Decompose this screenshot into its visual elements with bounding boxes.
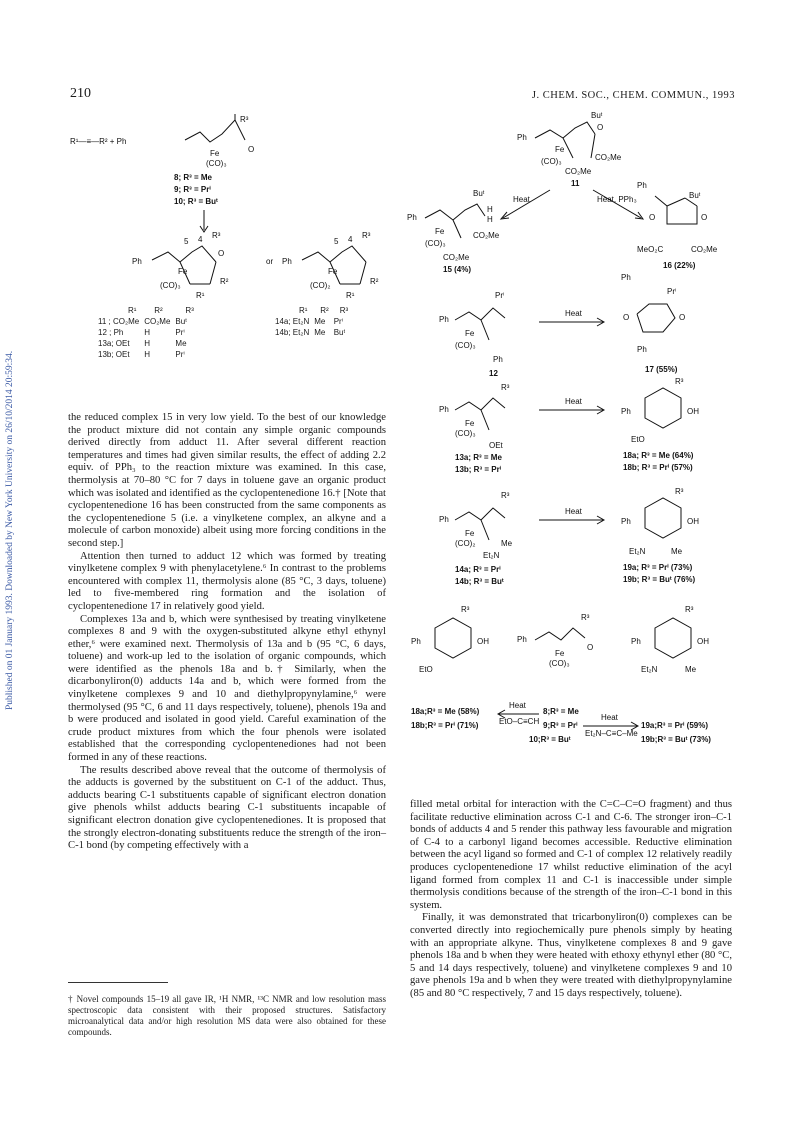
svg-text:13b; R³ = Prⁱ: 13b; R³ = Prⁱ	[455, 465, 502, 474]
svg-text:Ph: Ph	[407, 213, 417, 222]
svg-text:Ph: Ph	[631, 637, 641, 646]
label-11: 11	[571, 179, 580, 188]
svg-text:R²: R²	[220, 277, 229, 286]
svg-text:5: 5	[334, 237, 339, 246]
svg-text:CO₂Me: CO₂Me	[565, 167, 592, 176]
svg-text:O: O	[597, 123, 604, 132]
svg-text:Buᵗ: Buᵗ	[591, 111, 603, 120]
svg-text:O: O	[679, 313, 686, 322]
svg-text:19a; R³ = Prⁱ (73%): 19a; R³ = Prⁱ (73%)	[623, 563, 693, 572]
svg-text:Ph: Ph	[411, 637, 421, 646]
svg-text:OH: OH	[477, 637, 489, 646]
paragraph: The results described above reveal that the outcome of thermolysis of the adducts is governed by the substituent on C-1 of the adduct. Thus, adducts bearing C-1 substituents capable of significant electron donation give phenols whilst adducts bearing C-1 substituents incapable of significant electron donation give cyclopentenediones. It is proposed that the strongly electron-donating substituents reduce the strength of the iron–C-1 bond (by competing effectively with a	[68, 764, 386, 852]
svg-text:18a; R³ = Me (64%): 18a; R³ = Me (64%)	[623, 451, 694, 460]
adduct-ring-a	[152, 246, 216, 262]
right-text-column	[410, 799, 732, 1001]
svg-text:Fe: Fe	[555, 145, 565, 154]
svg-text:Heat: Heat	[565, 397, 582, 406]
substituents-table-a: R¹ R² R³ 11 ; CO₂Me CO₂Me Buᵗ 12 ; Ph H Prⁱ 13a; OEt H Me 13b; OEt H Prⁱ	[98, 306, 194, 359]
label-15: 15 (4%)	[443, 265, 472, 274]
adduct-ring-b	[302, 246, 366, 262]
svg-text:Buᵗ: Buᵗ	[473, 189, 485, 198]
svg-text:(CO)₃: (CO)₃	[541, 157, 562, 166]
svg-text:Et₂N: Et₂N	[641, 665, 658, 674]
substituents-table-b: R¹ R² R³ 14a; Et₂N Me Prⁱ 14b; Et₂N Me Buᵗ	[275, 306, 349, 337]
svg-text:14b; R³ = Buᵗ: 14b; R³ = Buᵗ	[455, 577, 504, 586]
svg-text:Ph: Ph	[517, 635, 527, 644]
svg-text:5: 5	[184, 237, 189, 246]
svg-text:8;R³ = Me: 8;R³ = Me	[543, 707, 579, 716]
paragraph: Attention then turned to adduct 12 which was formed by treating vinylketene complex 9 with phenylacetylene.⁶ In contrast to the problems encountered with complex 11, thermolysis alone (85 °C, 3 days, toluene) led to five-membered ring formation and the isolation of cyclopentenedione 17 in relatively good yield.	[68, 550, 386, 612]
svg-text:R³: R³	[362, 231, 371, 240]
svg-text:Me: Me	[685, 665, 697, 674]
svg-text:O: O	[623, 313, 630, 322]
svg-text:9;R³ = Prⁱ: 9;R³ = Prⁱ	[543, 721, 578, 730]
svg-text:Ph: Ph	[621, 407, 631, 416]
svg-text:19b; R³ = Buᵗ (76%): 19b; R³ = Buᵗ (76%)	[623, 575, 696, 584]
svg-text:Fe: Fe	[435, 227, 445, 236]
svg-text:EtO: EtO	[419, 665, 433, 674]
reaction-text: R¹—≡—R² + Ph	[70, 137, 127, 146]
svg-text:R³: R³	[501, 383, 510, 392]
paragraph: the reduced complex 15 in very low yield. To the best of our knowledge the product mixture did not contain any simple organic compounds derived directly from adduct 11. After several different reaction temperatures and times had given similar results, the effect of adding 2.2 equiv. of PPh₃ to the reaction mixture was examined. In this case, thermolysis at 70–80 °C for 7 days in toluene gave an organic product which was isolated and identified as the cyclopentenedione 16.† [Note that cyclopentenedione 16 has been constructed from the same components as the cyclopentenedione 5 (i.e. a vinylketene complex, an alkyne and a molecule of carbon monoxide) albeit using more forcing conditions in the second step.]	[68, 412, 386, 549]
svg-text:Ph: Ph	[439, 315, 449, 324]
svg-text:R³: R³	[212, 231, 221, 240]
label-16: 16 (22%)	[663, 261, 696, 270]
svg-text:Heat: Heat	[565, 309, 582, 318]
svg-text:Prⁱ: Prⁱ	[667, 287, 677, 296]
svg-text:MeO₂C: MeO₂C	[637, 245, 664, 254]
svg-text:Fe: Fe	[465, 529, 475, 538]
svg-text:(CO)₃: (CO)₃	[549, 659, 570, 668]
heat-pph3-label: Heat, PPh₃	[597, 195, 637, 204]
svg-text:R¹: R¹	[196, 291, 205, 300]
svg-text:18a;R³ = Me (58%): 18a;R³ = Me (58%)	[411, 707, 480, 716]
svg-text:14a; R³ = Prⁱ: 14a; R³ = Prⁱ	[455, 565, 501, 574]
svg-text:Ph: Ph	[621, 273, 631, 282]
svg-text:Heat: Heat	[509, 701, 526, 710]
footnote-rule	[68, 982, 168, 983]
journal-header: J. CHEM. SOC., CHEM. COMMUN., 1993	[531, 90, 735, 101]
svg-text:R³: R³	[685, 605, 694, 614]
svg-text:(CO)₂: (CO)₂	[310, 281, 331, 290]
svg-text:(CO)₃: (CO)₃	[455, 341, 476, 350]
svg-text:Fe: Fe	[178, 267, 188, 276]
svg-text:(CO)₃: (CO)₃	[425, 239, 446, 248]
label-17: 17 (55%)	[645, 365, 678, 374]
svg-text:O: O	[587, 643, 594, 652]
svg-text:Heat: Heat	[601, 713, 618, 722]
label-8: 8; R³ = Me	[174, 173, 213, 182]
svg-text:R³: R³	[461, 605, 470, 614]
svg-text:R¹: R¹	[346, 291, 355, 300]
heat-label-15: Heat	[513, 195, 530, 204]
svg-text:R³: R³	[675, 377, 684, 386]
page-number: 210	[70, 86, 91, 101]
svg-text:Ph: Ph	[621, 517, 631, 526]
footnote: † Novel compounds 15–19 all gave IR, ¹H NMR, ¹³C NMR and low resolution mass spectroscopic data consistent with their proposed structures. Satisfactory microanalytical data and/or high resolution MS data were also obtained for these compounds.	[68, 994, 386, 1037]
svg-text:OH: OH	[687, 517, 699, 526]
svg-text:19b;R³ = Buᵗ (73%): 19b;R³ = Buᵗ (73%)	[641, 735, 711, 744]
svg-text:(CO)₂: (CO)₂	[455, 539, 476, 548]
svg-text:Buᵗ: Buᵗ	[689, 191, 701, 200]
svg-text:H: H	[487, 215, 493, 224]
svg-text:10;R³ = Buᵗ: 10;R³ = Buᵗ	[529, 735, 571, 744]
download-watermark: Published on 01 January 1993. Downloaded by New York University on 26/10/2014 20:59:34.	[5, 350, 15, 710]
svg-text:Ph: Ph	[439, 405, 449, 414]
label-9: 9; R³ = Prⁱ	[174, 185, 211, 194]
svg-text:Me: Me	[671, 547, 683, 556]
reagent-propynylamine: Et₂N–C≡C–Me	[585, 729, 638, 738]
svg-text:R³: R³	[501, 491, 510, 500]
scheme-right	[405, 108, 740, 748]
svg-text:Et₂N: Et₂N	[483, 551, 500, 560]
svg-text:R²: R²	[370, 277, 379, 286]
svg-text:O: O	[649, 213, 656, 222]
svg-text:H: H	[487, 205, 493, 214]
paragraph: Finally, it was demonstrated that tricarbonyliron(0) complexes can be converted directly into regiochemically pure phenols simply by heating with an appropriate alkyne. Thus, vinylketene complexes 8 and 9 gave phenols 18a and b when they were heated with ethoxy ethynyl ether (80 °C, 5 and 14 days respectively, toluene) and vinylketene complexes 9 and 10 gave phenols 19a and b when they were treated with diethylpropynylamine (85 and 80 °C respectively, 7 and 15 days respectively, toluene).	[410, 912, 732, 999]
svg-text:18b; R³ = Prⁱ (57%): 18b; R³ = Prⁱ (57%)	[623, 463, 693, 472]
fe-label-8: Fe	[210, 149, 220, 158]
svg-text:Ph: Ph	[637, 345, 647, 354]
svg-text:Fe: Fe	[465, 419, 475, 428]
svg-text:Ph: Ph	[637, 181, 647, 190]
svg-text:4: 4	[348, 235, 353, 244]
paragraph: Complexes 13a and b, which were synthesised by treating vinylketene complexes 8 and 9 with the oxygen-substituted alkyne ethyl ethynyl ether,⁶ were examined next. Thermolysis of 13a and b (95 °C, 6 days, toluene) and work-up led to the isolation of organic compounds, which were identified as the phenols 18a and b.† Similarly, when the dicarbonyliron(0) adducts 14a and b, which were formed from the vinylketene complexes 9 and 10 and diethylpropynylamine,⁶ were thermolysed (95 °C, 6 and 11 days respectively, toluene), phenols 19a and b were produced and isolated in good yield. Careful examination of the crude product mixtures from which the four phenols were isolated established that the corresponding cyclopentenediones had not been formed in any of these reactions.	[68, 613, 386, 764]
label-12: 12	[489, 369, 498, 378]
svg-text:Ph: Ph	[282, 257, 292, 266]
svg-text:Fe: Fe	[555, 649, 565, 658]
svg-text:Fe: Fe	[465, 329, 475, 338]
svg-text:R³: R³	[675, 487, 684, 496]
reagent-ethoxyacetylene: EtO–C≡CH	[499, 717, 540, 726]
svg-text:Prⁱ: Prⁱ	[495, 291, 505, 300]
svg-text:O: O	[701, 213, 708, 222]
ketene-chain	[185, 120, 235, 142]
svg-text:4: 4	[198, 235, 203, 244]
svg-text:CO₂Me: CO₂Me	[691, 245, 718, 254]
svg-text:CO₂Me: CO₂Me	[595, 153, 622, 162]
svg-text:19a;R³ = Prⁱ (59%): 19a;R³ = Prⁱ (59%)	[641, 721, 709, 730]
svg-text:EtO: EtO	[631, 435, 645, 444]
svg-text:Ph: Ph	[493, 355, 503, 364]
svg-text:CO₂Me: CO₂Me	[473, 231, 500, 240]
svg-text:Et₂N: Et₂N	[629, 547, 646, 556]
svg-text:OH: OH	[687, 407, 699, 416]
or-label: or	[266, 257, 274, 266]
svg-text:Heat: Heat	[565, 507, 582, 516]
svg-text:O: O	[218, 249, 225, 258]
left-text-column	[68, 412, 386, 853]
svg-text:Fe: Fe	[328, 267, 338, 276]
svg-text:Ph: Ph	[517, 133, 527, 142]
svg-text:Me: Me	[501, 539, 513, 548]
svg-text:(CO)₃: (CO)₃	[455, 429, 476, 438]
svg-text:O: O	[248, 145, 255, 154]
svg-text:18b;R³ = Prⁱ (71%): 18b;R³ = Prⁱ (71%)	[411, 721, 479, 730]
svg-text:13a; R³ = Me: 13a; R³ = Me	[455, 453, 502, 462]
r3-label: R³	[240, 115, 249, 124]
svg-text:R³: R³	[581, 613, 590, 622]
svg-text:OH: OH	[697, 637, 709, 646]
svg-text:Ph: Ph	[132, 257, 142, 266]
svg-text:(CO)₃: (CO)₃	[160, 281, 181, 290]
paragraph: filled metal orbital for interaction with the C=C–C=O fragment) and thus facilitate reductive elimination across C-1 and C-6. The stronger iron–C-1 bonds of adducts 4 and 5 render this pathway less favourable and migration of C-4 to a carbonyl ligand becomes accessible. Reductive elimination between the acyl ligand so formed and C-1 of complex 12 relatively readily produces cyclopentenedione 17 whilst reductive elimination of the acyl ligand formed from complex 11 and C-1 is inaccessible under simple thermolysis conditions because of the strength of the iron–C-1 bond in this system.	[410, 799, 732, 911]
svg-text:OEt: OEt	[489, 441, 503, 450]
label-10: 10; R³ = Buᵗ	[174, 197, 218, 206]
co3-label-8: (CO)₃	[206, 159, 227, 168]
svg-text:CO₂Me: CO₂Me	[443, 253, 470, 262]
svg-text:Ph: Ph	[439, 515, 449, 524]
